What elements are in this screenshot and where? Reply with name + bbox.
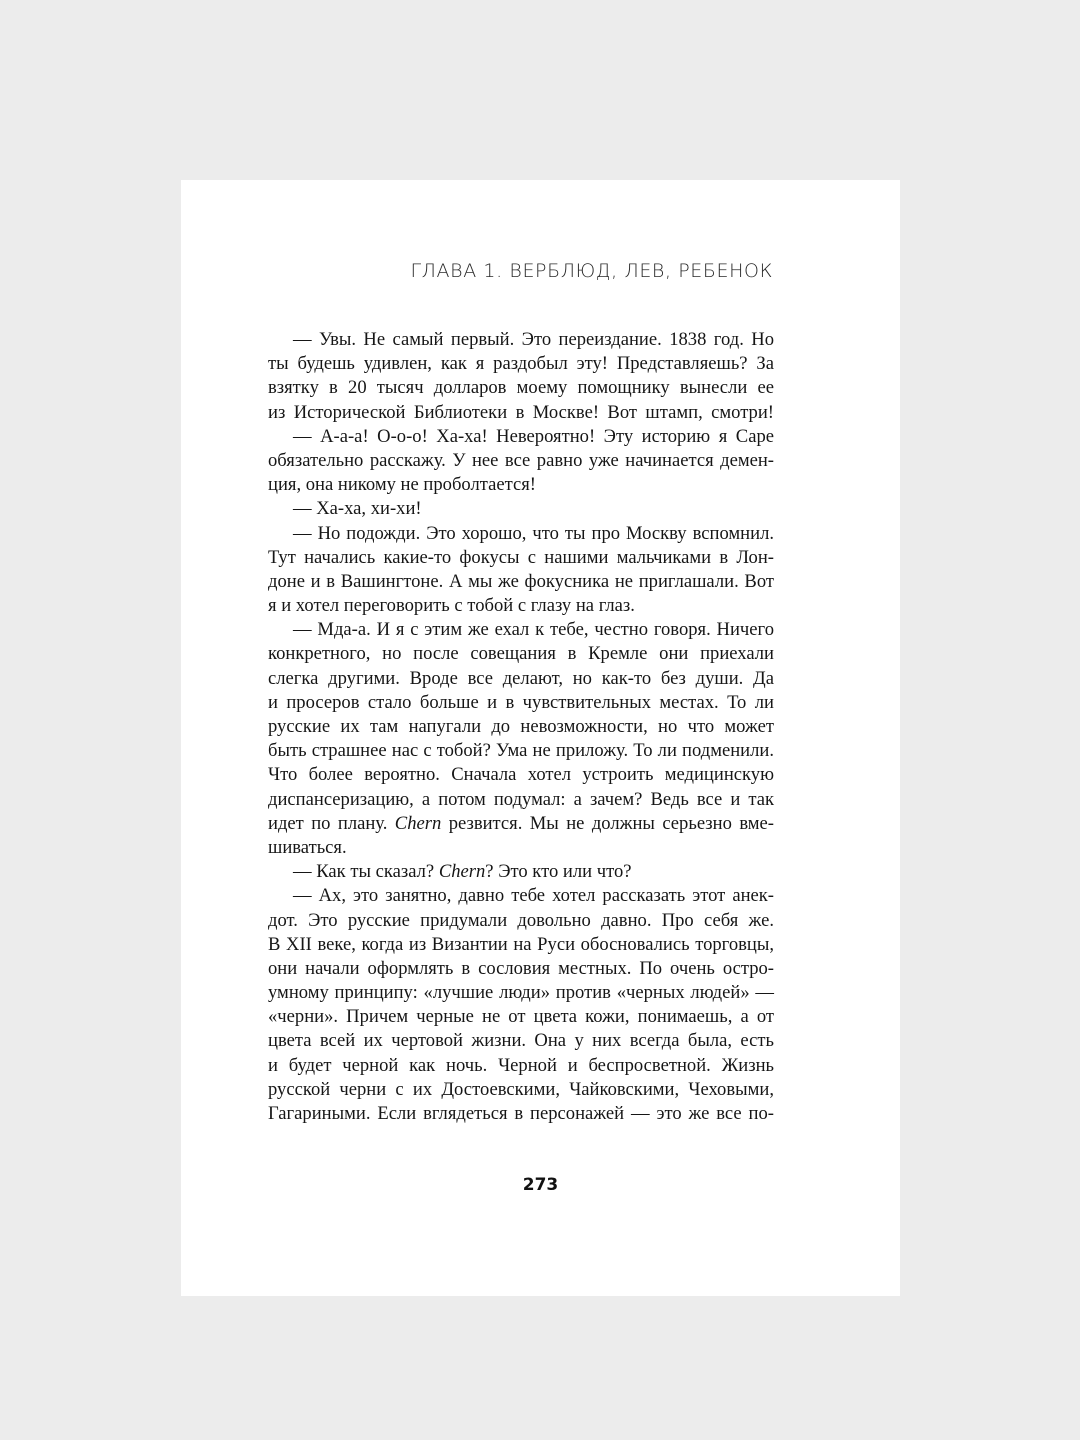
text-line: и просеров стало больше и в чувствительных местах. То ли [268,691,774,713]
book-page [181,180,900,1296]
text-line: доне и в Вашингтоне. А мы же фокусника не приглашали. Вот [268,570,774,592]
text-line-with-italic [268,812,774,836]
text-line: — Но подожди. Это хорошо, что ты про Москву вспомнил. [293,522,774,544]
line-part: ? Это кто или что? [485,861,632,883]
running-head: ГЛАВА 1. ВЕРБЛЮД, ЛЕВ, РЕБЕНОК [410,260,773,282]
text-line: взятку в 20 тысяч долларов моему помощнику вынесли ее [268,377,774,399]
page-number: 273 [522,1175,559,1195]
text-line: из Исторической Библиотеки в Москве! Вот штамп, смотри! [268,401,774,423]
text-line: русской черни с их Достоевскими, Чайковскими, Чеховыми, [268,1078,774,1100]
text-line: русские их там напугали до невозможности, но что может [268,716,774,737]
italic-term-chern: Chern [438,861,486,883]
text-line: диспансеризацию, а потом подумал: а зачем? Ведь все и так [268,788,774,810]
line-part: резвится. Мы не должны серьезно вме- [441,812,774,834]
text-line: — Мда-а. И я с этим же ехал к тебе, честно говоря. Ничего [293,619,774,641]
text-line: конкретного, но после совещания в Кремле они приехали [268,643,774,665]
line-part: идет по плану. [268,812,395,834]
text-line: — Увы. Не самый первый. Это переиздание. 1838 год. Но [293,329,774,350]
text-line: «черни». Причем черные не от цвета кожи, понимаешь, а от [268,1006,774,1028]
text-line: быть страшнее нас с тобой? Ума не приложу. То ли подменили. [268,740,774,762]
text-line: умному принципу: «лучшие люди» против «черных людей» — [268,982,774,1004]
text-line: В XII веке, когда из Византии на Руси обосновались торговцы, [268,933,774,955]
text-line: обязательно расскажу. У нее все равно уже начинается демен- [268,449,774,471]
text-line-with-italic [268,860,774,884]
text-line: ция, она никому не проболтается! [268,474,536,496]
text-line: Тут начались какие-то фокусы с нашими мальчиками в Лон- [268,546,774,568]
text-line: Гагариными. Если вглядеться в персонажей — это же все по- [268,1103,774,1124]
text-line: я и хотел переговорить с тобой с глазу на глаз. [268,595,635,617]
text-line: они начали оформлять в сословия местных. По очень остро- [268,957,774,979]
text-line: дот. Это русские придумали довольно давно. Про себя же. [268,909,774,931]
body-text [268,328,774,1126]
text-line: слегка другими. Вроде все делают, но как-то без души. Да [268,667,774,689]
text-line: — А-а-а! О-о-о! Ха-ха! Невероятно! Эту историю я Саре [293,425,774,447]
line-part: — Как ты сказал? [293,861,439,883]
italic-term-chern: Chern [394,812,442,834]
text-line: — Ах, это занятно, давно тебе хотел рассказать этот анек- [293,885,774,907]
text-line: ты будешь удивлен, как я раздобыл эту! Представляешь? За [268,353,774,375]
text-line: шиваться. [268,836,347,858]
text-line: Что более вероятно. Сначала хотел устроить медицинскую [268,764,774,786]
text-line: — Ха-ха, хи-хи! [293,498,422,520]
text-line: цвета всей их чертовой жизни. Она у них всегда была, есть [268,1030,774,1052]
text-line: и будет черной как ночь. Черной и беспросветной. Жизнь [268,1054,774,1076]
